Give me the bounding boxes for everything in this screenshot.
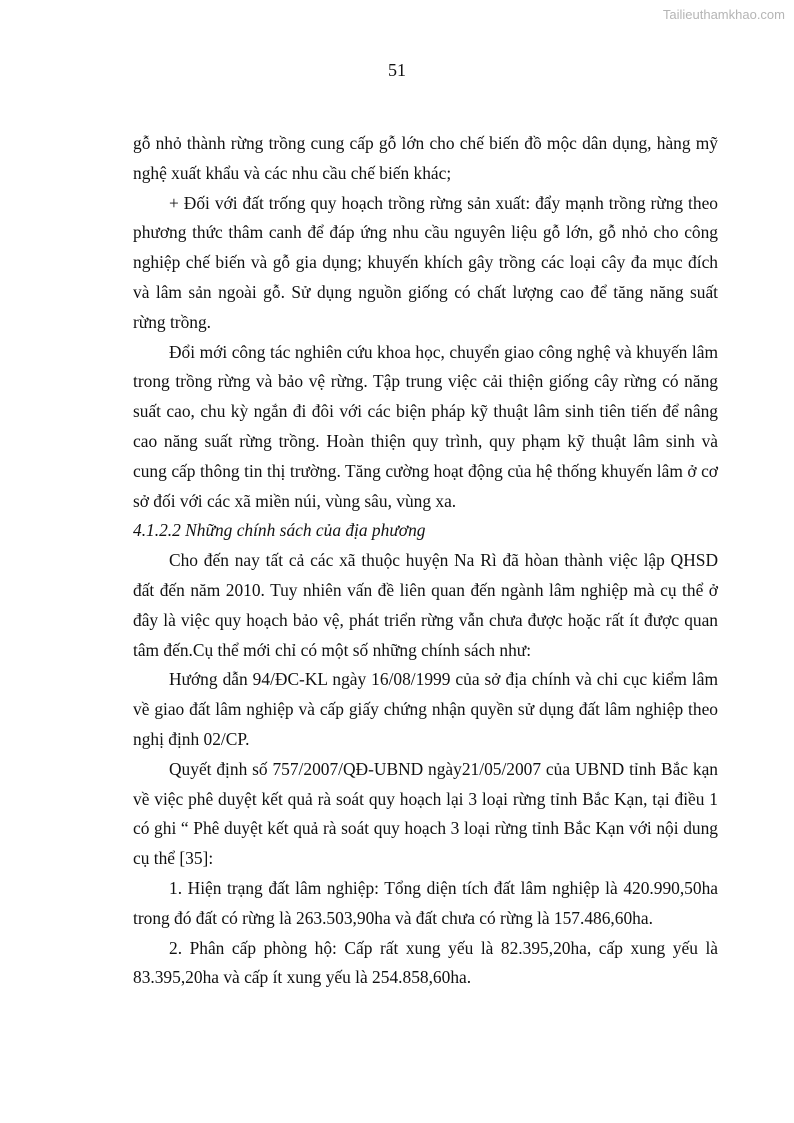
paragraph-4: Cho đến nay tất cả các xã thuộc huyện Na Rì đã hòan thành việc lập QHSD đất đến năm 2010. Tuy nhiên vấn đề liên quan đến ngành lâm nghiệp mà cụ thể ở đây là việc quy hoạch bảo vệ, phát triển rừng vẫn chưa được hoặc rất ít được quan tâm đến.Cụ thể mới chỉ có một số những chính sách như:: [133, 550, 718, 660]
document-body: [133, 129, 718, 993]
watermark: Tailieuthamkhao.com: [662, 7, 785, 22]
section-heading: 4.1.2.2 Những chính sách của địa phương: [133, 520, 426, 541]
paragraph-6: Quyết định số 757/2007/QĐ-UBND ngày21/05/2007 của UBND tỉnh Bắc kạn về việc phê duyệt kết quả rà soát quy hoạch lại 3 loại rừng tỉnh Bắc Kạn, tại điều 1 có ghi “ Phê duyệt kết quả rà soát quy hoạch 3 loại rừng tỉnh Bắc Kạn với nội dung cụ thể [35]:: [133, 758, 718, 869]
page-number: 51: [388, 60, 406, 80]
paragraph-7: 1. Hiện trạng đất lâm nghiệp: Tổng diện tích đất lâm nghiệp là 420.990,50ha trong đó đất có rừng là 263.503,90ha và đất chưa có rừng là 157.486,60ha.: [133, 877, 718, 928]
paragraph-5: Hướng dẫn 94/ĐC-KL ngày 16/08/1999 của sở địa chính và chi cục kiểm lâm về giao đất lâm nghiệp và cấp giấy chứng nhận quyền sử dụng đất lâm nghiệp theo nghị định 02/CP.: [133, 669, 718, 749]
paragraph-8: 2. Phân cấp phòng hộ: Cấp rất xung yếu là 82.395,20ha, cấp xung yếu là 83.395,20ha và cấp ít xung yếu là 254.858,60ha.: [133, 937, 718, 988]
paragraph-2: + Đối với đất trống quy hoạch trồng rừng sản xuất: đẩy mạnh trồng rừng theo phương thức thâm canh để đáp ứng nhu cầu nguyên liệu gỗ lớn, gỗ nhỏ cho công nghiệp chế biến và gỗ gia dụng; khuyến khích gây trồng các loại cây đa mục đích và lâm sản ngoài gỗ. Sử dụng nguồn giống có chất lượng cao để tăng năng suất rừng trồng.: [133, 192, 718, 332]
paragraph-3: Đổi mới công tác nghiên cứu khoa học, chuyển giao công nghệ và khuyến lâm trong trồng rừng và bảo vệ rừng. Tập trung việc cải thiện giống cây rừng có năng suất cao, chu kỳ ngắn đi đôi với các biện pháp kỹ thuật lâm sinh tiên tiến để nâng cao năng suất rừng trồng. Hoàn thiện quy trình, quy phạm kỹ thuật lâm sinh và cung cấp thông tin thị trường. Tăng cường hoạt động của hệ thống khuyến lâm ở cơ sở đối với các xã miền núi, vùng sâu, vùng xa.: [133, 341, 718, 511]
paragraph-1: gỗ nhỏ thành rừng trồng cung cấp gỗ lớn cho chế biến đồ mộc dân dụng, hàng mỹ nghệ xuất khẩu và các nhu cầu chế biến khác;: [133, 133, 718, 183]
